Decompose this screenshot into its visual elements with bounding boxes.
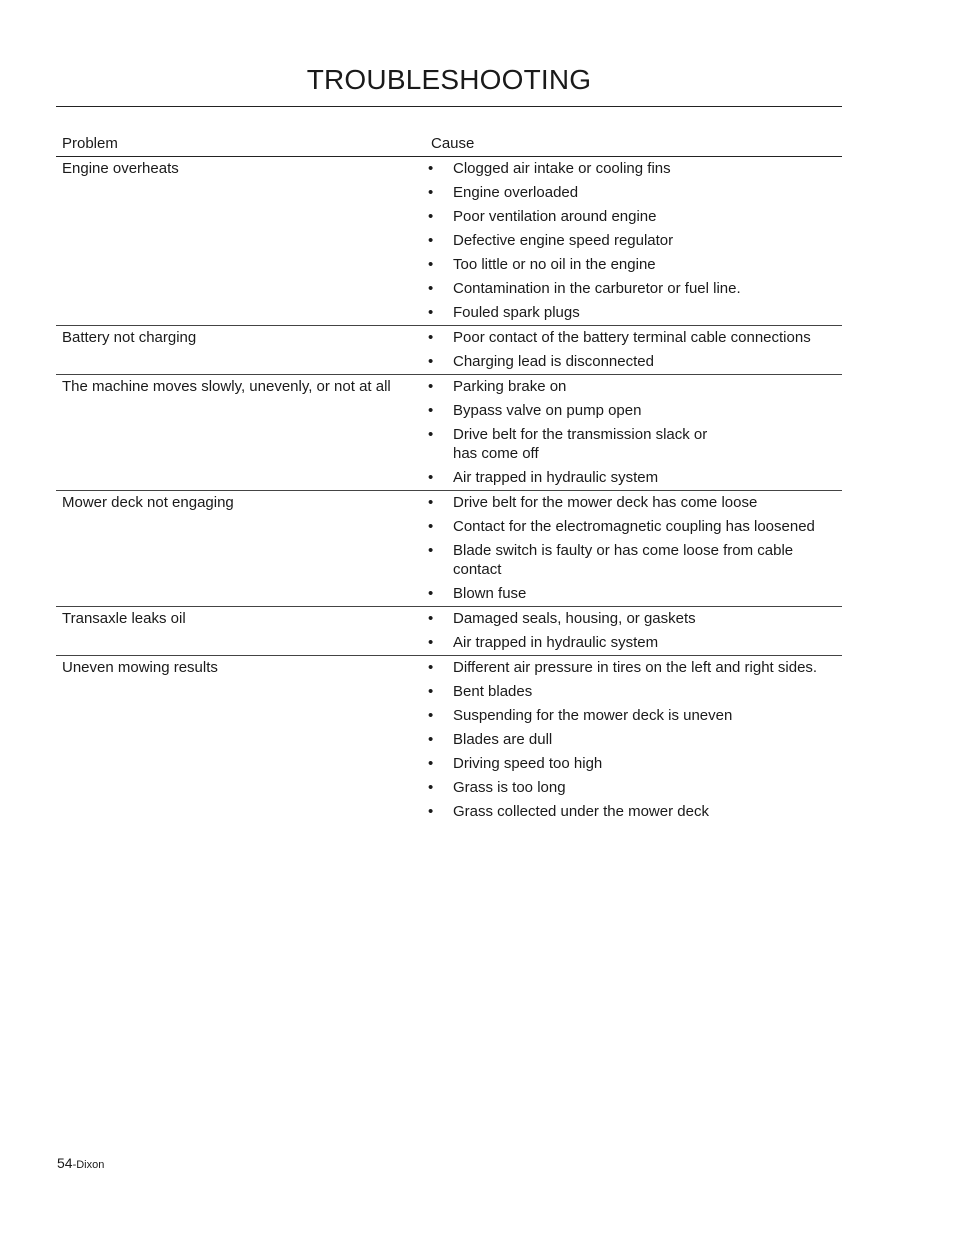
cause-list (425, 656, 842, 824)
cause-item (425, 800, 842, 824)
bullet-icon: • (428, 659, 434, 676)
cause-text: Drive belt for the transmission slack or has come off (453, 426, 708, 462)
bullet-icon: • (428, 585, 434, 602)
bullet-icon: • (428, 304, 434, 321)
bullet-icon: • (428, 610, 434, 627)
cause-text: Blown fuse (453, 585, 527, 602)
cause-text: Poor contact of the battery terminal cable connections (453, 329, 811, 346)
bullet-icon: • (428, 160, 434, 177)
bullet-icon: • (428, 353, 434, 370)
cause-text: Contamination in the carburetor or fuel line. (453, 280, 741, 297)
cause-list (425, 326, 842, 374)
cause-text: Clogged air intake or cooling fins (453, 160, 671, 177)
cause-item (425, 205, 842, 229)
cause-item (425, 253, 842, 277)
cause-item (425, 539, 842, 582)
cause-text: Grass collected under the mower deck (453, 803, 709, 820)
bullet-icon: • (428, 494, 434, 511)
page-title: TROUBLESHOOTING (306, 64, 592, 95)
problem-column-header: Problem (62, 135, 118, 152)
cause-item (425, 776, 842, 800)
bullet-icon: • (428, 755, 434, 772)
table-row (56, 491, 842, 607)
cause-list (425, 607, 842, 655)
cause-text: Fouled spark plugs (453, 304, 580, 321)
cause-text: Defective engine speed regulator (453, 232, 674, 249)
title-divider (56, 106, 842, 107)
cause-text: Engine overloaded (453, 184, 579, 201)
cause-text: Driving speed too high (453, 755, 603, 772)
bullet-icon: • (428, 426, 434, 443)
bullet-icon: • (428, 256, 434, 273)
bullet-icon: • (428, 634, 434, 651)
cause-text: Grass is too long (453, 779, 566, 796)
cause-text: Blades are dull (453, 731, 553, 748)
bullet-icon: • (428, 208, 434, 225)
cause-list (425, 491, 842, 606)
bullet-icon: • (428, 779, 434, 796)
problem-cell: The machine moves slowly, unevenly, or not at all (62, 378, 391, 395)
bullet-icon: • (428, 542, 434, 559)
bullet-icon: • (428, 803, 434, 820)
cause-text: Drive belt for the mower deck has come loose (453, 494, 758, 511)
bullet-icon: • (428, 731, 434, 748)
cause-text: Damaged seals, housing, or gaskets (453, 610, 696, 627)
cause-item (425, 752, 842, 776)
bullet-icon: • (428, 683, 434, 700)
table-row (56, 326, 842, 375)
cause-item (425, 631, 842, 655)
problem-cell: Battery not charging (62, 329, 197, 346)
cause-list (425, 157, 842, 325)
cause-item (425, 350, 842, 374)
cause-item (425, 704, 842, 728)
cause-item (425, 399, 842, 423)
cause-text: Different air pressure in tires on the left and right sides. (453, 659, 818, 676)
cause-text: Bypass valve on pump open (453, 402, 642, 419)
cause-text: Blade switch is faulty or has come loose from cable contact (453, 542, 794, 578)
cause-item (425, 515, 842, 539)
bullet-icon: • (428, 329, 434, 346)
table-body (56, 157, 842, 824)
cause-item (425, 375, 842, 399)
bullet-icon: • (428, 280, 434, 297)
page-footer (57, 1155, 104, 1171)
cause-text: Too little or no oil in the engine (453, 256, 656, 273)
bullet-icon: • (428, 184, 434, 201)
cause-item (425, 326, 842, 350)
problem-cell: Mower deck not engaging (62, 494, 234, 511)
problem-cell: Transaxle leaks oil (62, 610, 186, 627)
table-row (56, 375, 842, 491)
cause-item (425, 491, 842, 515)
bullet-icon: • (428, 518, 434, 535)
cause-item (425, 607, 842, 631)
bullet-icon: • (428, 378, 434, 395)
cause-item (425, 656, 842, 680)
cause-item (425, 277, 842, 301)
cause-item (425, 157, 842, 181)
cause-item (425, 229, 842, 253)
cause-text: Air trapped in hydraulic system (453, 469, 659, 486)
problem-cell: Uneven mowing results (62, 659, 218, 676)
cause-item (425, 582, 842, 606)
cause-text: Bent blades (453, 683, 533, 700)
bullet-icon: • (428, 232, 434, 249)
cause-item (425, 301, 842, 325)
footer-brand: -Dixon (72, 1159, 105, 1171)
cause-text: Parking brake on (453, 378, 567, 395)
cause-item (425, 466, 842, 490)
troubleshooting-table (56, 134, 842, 824)
cause-text: Poor ventilation around engine (453, 208, 657, 225)
cause-text: Suspending for the mower deck is uneven (453, 707, 733, 724)
bullet-icon: • (428, 469, 434, 486)
table-row (56, 656, 842, 824)
cause-item (425, 423, 842, 466)
cause-item (425, 728, 842, 752)
cause-text: Air trapped in hydraulic system (453, 634, 659, 651)
table-row (56, 157, 842, 326)
table-header (56, 134, 842, 157)
cause-list (425, 375, 842, 490)
cause-text: Contact for the electromagnetic coupling has loosened (453, 518, 815, 535)
cause-item (425, 680, 842, 704)
cause-column-header: Cause (431, 135, 475, 152)
page-number: 54 (57, 1155, 73, 1171)
bullet-icon: • (428, 707, 434, 724)
cause-text: Charging lead is disconnected (453, 353, 654, 370)
cause-item (425, 181, 842, 205)
bullet-icon: • (428, 402, 434, 419)
problem-cell: Engine overheats (62, 160, 179, 177)
table-row (56, 607, 842, 656)
